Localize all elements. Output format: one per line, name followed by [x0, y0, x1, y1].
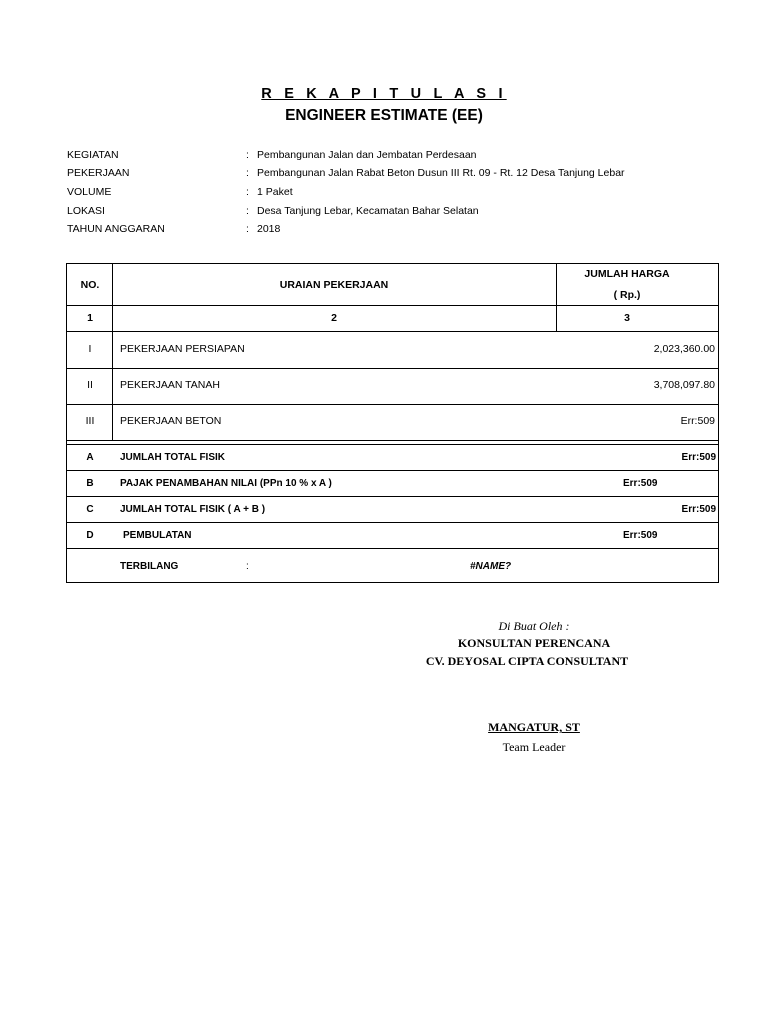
info-value: Pembangunan Jalan dan Jembatan Perdesaan [257, 149, 477, 161]
summary-amount: Err:509 [623, 530, 658, 541]
header-no: NO. [80, 279, 100, 291]
info-colon: : [246, 186, 249, 198]
header-jumlah-line1: JUMLAH HARGA [584, 268, 670, 280]
summary-amount: Err:509 [681, 452, 716, 463]
col-number: 1 [87, 312, 93, 324]
table-col-divider [556, 264, 557, 332]
table-divider [67, 404, 718, 405]
row-amount: Err:509 [680, 415, 715, 427]
info-value: 2018 [257, 223, 281, 235]
terbilang-label: TERBILANG [120, 561, 179, 572]
summary-no: B [86, 478, 94, 489]
info-label: KEGIATAN [67, 149, 119, 161]
signer-name: MANGATUR, ST [488, 720, 580, 734]
terbilang-value: #NAME? [470, 561, 512, 572]
summary-desc: JUMLAH TOTAL FISIK [120, 452, 225, 463]
summary-amount: Err:509 [623, 478, 658, 489]
info-label: LOKASI [67, 205, 105, 217]
summary-desc: PEMBULATAN [123, 530, 192, 541]
row-amount: 3,708,097.80 [653, 379, 715, 391]
summary-amount: Err:509 [681, 504, 716, 515]
recap-table [66, 263, 719, 583]
header-uraian: URAIAN PEKERJAAN [279, 279, 389, 291]
row-amount: 2,023,360.00 [653, 343, 715, 355]
table-divider [67, 548, 718, 549]
row-desc: PEKERJAAN PERSIAPAN [120, 343, 245, 355]
summary-no: C [86, 504, 94, 515]
info-value: Desa Tanjung Lebar, Kecamatan Bahar Selatan [257, 205, 479, 217]
row-desc: PEKERJAAN BETON [120, 415, 222, 427]
info-colon: : [246, 223, 249, 235]
document-subtitle: ENGINEER ESTIMATE (EE) [285, 107, 483, 124]
document-title: R E K A P I T U L A S I [261, 86, 507, 102]
info-label: VOLUME [67, 186, 112, 198]
info-colon: : [246, 149, 249, 161]
info-colon: : [246, 167, 249, 179]
table-divider [67, 522, 718, 523]
row-desc: PEKERJAAN TANAH [120, 379, 220, 391]
row-no: I [88, 343, 92, 355]
table-divider [67, 496, 718, 497]
table-divider [67, 440, 718, 441]
info-colon: : [246, 205, 249, 217]
table-divider [67, 470, 718, 471]
row-no: III [85, 415, 95, 427]
table-divider [67, 331, 718, 332]
info-value: 1 Paket [257, 186, 293, 198]
header-jumlah-line2: ( Rp.) [613, 289, 641, 301]
summary-no: A [86, 452, 94, 463]
info-label: TAHUN ANGGARAN [67, 223, 165, 235]
info-label: PEKERJAAN [67, 167, 130, 179]
col-number: 3 [624, 312, 630, 324]
table-divider [67, 444, 718, 445]
info-value: Pembangunan Jalan Rabat Beton Dusun III Rt. 09 - Rt. 12 Desa Tanjung Lebar [257, 167, 625, 179]
table-col-divider [112, 264, 113, 440]
signer-role: Team Leader [502, 740, 566, 754]
col-number: 2 [331, 312, 337, 324]
terbilang-colon: : [246, 561, 249, 572]
row-no: II [87, 379, 93, 391]
table-divider [67, 305, 718, 306]
company-line2: CV. DEYOSAL CIPTA CONSULTANT [425, 654, 629, 668]
summary-no: D [86, 530, 94, 541]
company-line1: KONSULTAN PERENCANA [457, 636, 611, 650]
summary-desc: PAJAK PENAMBAHAN NILAI (PPn 10 % x A ) [120, 478, 332, 489]
summary-desc: JUMLAH TOTAL FISIK ( A + B ) [120, 504, 266, 515]
made-by-label: Di Buat Oleh : [498, 619, 570, 633]
table-divider [67, 368, 718, 369]
